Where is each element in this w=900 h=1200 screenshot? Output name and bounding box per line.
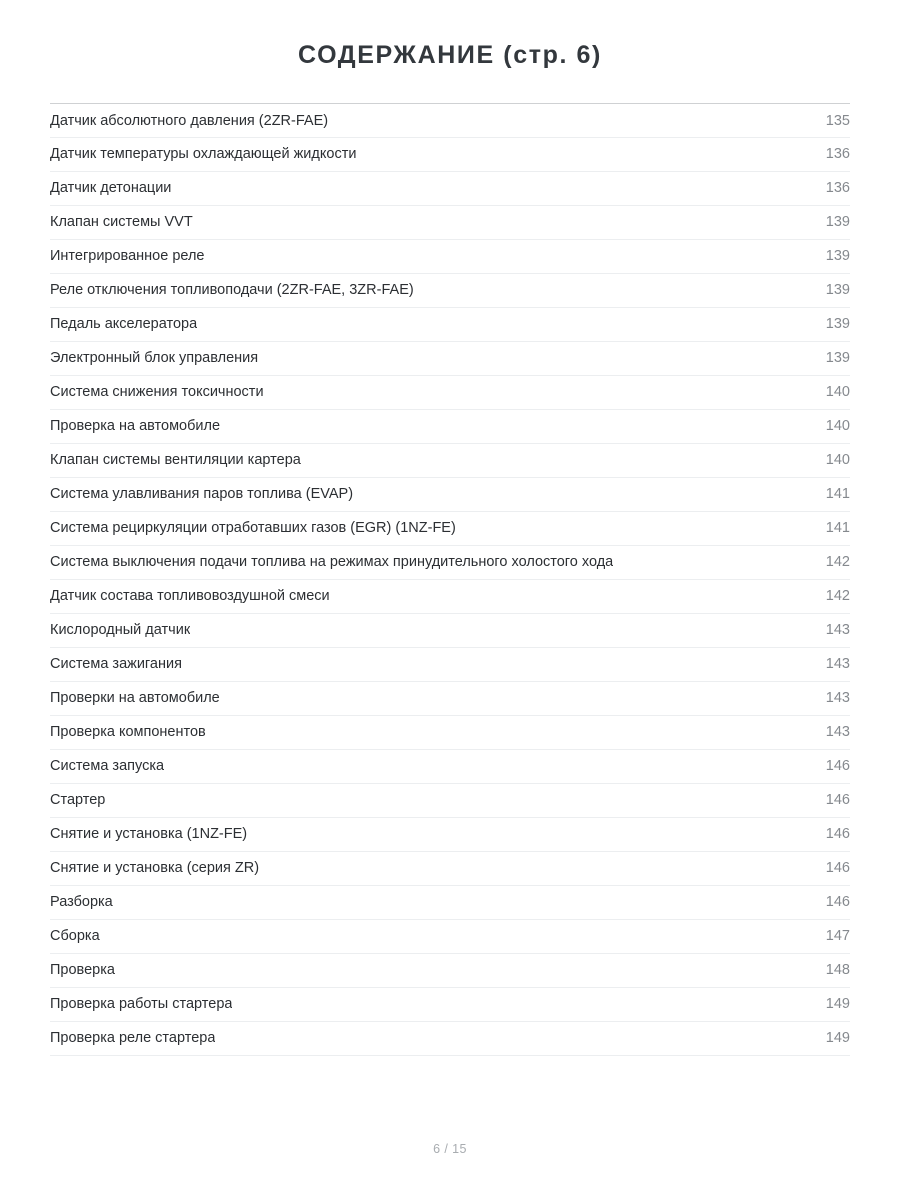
toc-entry[interactable] <box>50 750 850 784</box>
toc-entry[interactable] <box>50 376 850 410</box>
toc-entry[interactable] <box>50 580 850 614</box>
toc-entry-page-number: 146 <box>825 826 850 842</box>
toc-entry-page-number: 136 <box>825 180 850 196</box>
toc-entry[interactable] <box>50 308 850 342</box>
toc-entry-label: Проверка на автомобиле <box>50 418 221 434</box>
toc-entry-page-number: 139 <box>825 350 850 366</box>
toc-entry[interactable] <box>50 444 850 478</box>
toc-entry-page-number: 141 <box>825 520 850 536</box>
toc-entry[interactable] <box>50 818 850 852</box>
toc-entry-label: Клапан системы вентиляции картера <box>50 452 301 468</box>
page-footer: 6 / 15 <box>433 1142 467 1156</box>
toc-entry-page-number: 139 <box>825 248 850 264</box>
toc-entry-label: Кислородный датчик <box>50 622 191 638</box>
toc-entry-label: Система снижения токсичности <box>50 384 264 400</box>
toc-entry-page-number: 140 <box>825 452 850 468</box>
toc-entry-page-number: 146 <box>825 792 850 808</box>
toc-entry-page-number: 139 <box>825 282 850 298</box>
toc-entry-page-number: 135 <box>825 113 850 129</box>
toc-entry-label: Датчик абсолютного давления (2ZR-FAE) <box>50 113 329 129</box>
toc-entry-label: Проверка компонентов <box>50 724 206 740</box>
toc-entry[interactable] <box>50 240 850 274</box>
toc-entry-label: Разборка <box>50 894 113 910</box>
toc-entry-page-number: 139 <box>825 316 850 332</box>
toc-entry-page-number: 142 <box>825 588 850 604</box>
toc-entry-label: Система выключения подачи топлива на режимах принудительного холостого хода <box>50 554 614 570</box>
toc-entry[interactable] <box>50 648 850 682</box>
toc-entry-label: Система улавливания паров топлива (EVAP) <box>50 486 354 502</box>
toc-entry-label: Реле отключения топливоподачи (2ZR-FAE, 3ZR-FAE) <box>50 282 414 298</box>
toc-entry-page-number: 146 <box>825 894 850 910</box>
toc-entry-page-number: 149 <box>825 996 850 1012</box>
toc-entry-label: Снятие и установка (1NZ-FE) <box>50 826 248 842</box>
toc-entry[interactable] <box>50 274 850 308</box>
toc-entry-label: Стартер <box>50 792 106 808</box>
toc-entry-page-number: 146 <box>825 860 850 876</box>
toc-entry[interactable] <box>50 104 850 138</box>
toc-entry-page-number: 148 <box>825 962 850 978</box>
toc-entry[interactable] <box>50 342 850 376</box>
toc-entry-label: Интегрированное реле <box>50 248 205 264</box>
toc-entry[interactable] <box>50 478 850 512</box>
toc-entry-label: Снятие и установка (серия ZR) <box>50 860 260 876</box>
toc-entry-label: Электронный блок управления <box>50 350 259 366</box>
toc-entry[interactable] <box>50 682 850 716</box>
toc-entry-label: Система запуска <box>50 758 165 774</box>
toc-entry-page-number: 143 <box>825 690 850 706</box>
toc-entry-label: Проверка <box>50 962 115 978</box>
toc-entry[interactable] <box>50 1022 850 1056</box>
toc-entry[interactable] <box>50 410 850 444</box>
toc-entry-label: Датчик детонации <box>50 180 172 196</box>
toc-entry[interactable] <box>50 886 850 920</box>
toc-entry-label: Система рециркуляции отработавших газов (EGR) (1NZ-FE) <box>50 520 456 536</box>
toc-entry[interactable] <box>50 512 850 546</box>
toc-entry[interactable] <box>50 920 850 954</box>
toc-entry-page-number: 142 <box>825 554 850 570</box>
toc-entry[interactable] <box>50 852 850 886</box>
toc-entry-label: Проверка реле стартера <box>50 1030 216 1046</box>
toc-entry-label: Клапан системы VVT <box>50 214 193 230</box>
toc-entry[interactable] <box>50 716 850 750</box>
toc-entry[interactable] <box>50 954 850 988</box>
toc-entry-page-number: 149 <box>825 1030 850 1046</box>
toc-entry-label: Проверка работы стартера <box>50 996 233 1012</box>
toc-entry-page-number: 141 <box>825 486 850 502</box>
toc-entry-page-number: 146 <box>825 758 850 774</box>
toc-entry-page-number: 140 <box>825 384 850 400</box>
toc-entry[interactable] <box>50 172 850 206</box>
toc-entry[interactable] <box>50 546 850 580</box>
toc-entry-page-number: 140 <box>825 418 850 434</box>
toc-entry[interactable] <box>50 784 850 818</box>
toc-entry-list <box>0 104 900 1056</box>
toc-entry-label: Система зажигания <box>50 656 182 672</box>
toc-entry-label: Проверки на автомобиле <box>50 690 220 706</box>
toc-entry-page-number: 143 <box>825 622 850 638</box>
toc-entry-label: Датчик состава топливовоздушной смеси <box>50 588 330 604</box>
toc-entry-page-number: 139 <box>825 214 850 230</box>
toc-entry[interactable] <box>50 614 850 648</box>
toc-entry-label: Педаль акселератора <box>50 316 198 332</box>
toc-entry-page-number: 147 <box>825 928 850 944</box>
toc-entry-label: Сборка <box>50 928 100 944</box>
toc-entry-page-number: 143 <box>825 656 850 672</box>
toc-entry[interactable] <box>50 206 850 240</box>
page-title: СОДЕРЖАНИЕ (стр. 6) <box>298 41 602 69</box>
toc-entry[interactable] <box>50 138 850 172</box>
toc-entry-page-number: 136 <box>825 146 850 162</box>
toc-entry-page-number: 143 <box>825 724 850 740</box>
toc-entry-label: Датчик температуры охлаждающей жидкости <box>50 146 357 162</box>
toc-entry[interactable] <box>50 988 850 1022</box>
